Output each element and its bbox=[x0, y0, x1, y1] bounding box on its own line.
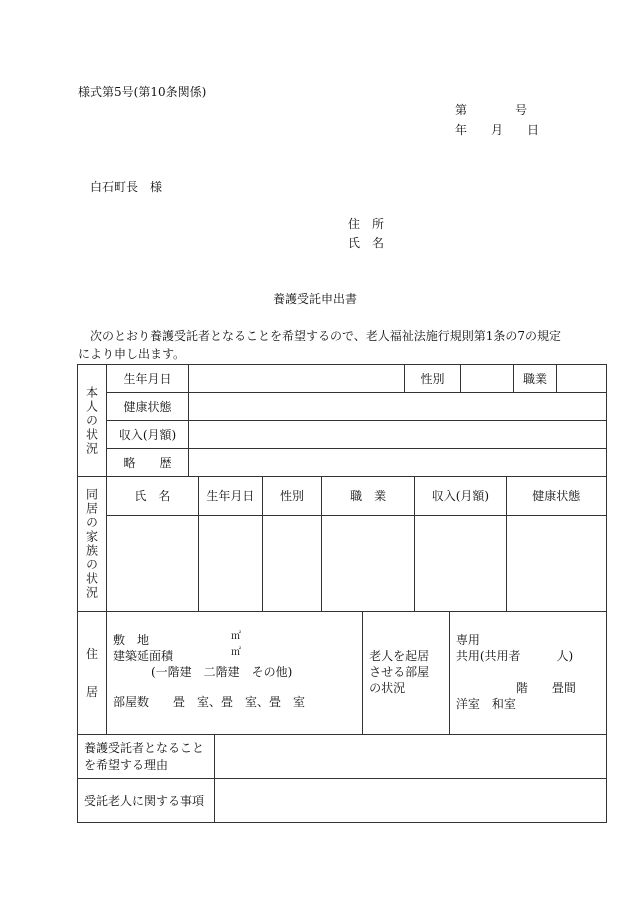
family-health-value[interactable] bbox=[506, 515, 606, 611]
room-floor-size: 階 畳間 bbox=[515, 681, 576, 695]
room-shared: 共用(共用者 人) bbox=[455, 649, 574, 663]
family-grid-cell bbox=[107, 477, 607, 612]
sex-label: 性別 bbox=[405, 365, 461, 393]
document-title: 養護受託申出書 bbox=[272, 292, 357, 306]
reason-label: 養護受託者となることを希望する理由 bbox=[78, 735, 215, 779]
family-birth-value[interactable] bbox=[198, 515, 262, 611]
self-section-label: 本人の状況 bbox=[84, 385, 99, 456]
room-count: 部屋数 畳 室、畳 室、畳 室 bbox=[113, 695, 306, 709]
birth-label: 生年月日 bbox=[107, 365, 189, 393]
applicant-name-label: 氏 名 bbox=[348, 236, 385, 250]
birth-value[interactable] bbox=[189, 365, 405, 393]
job-label: 職業 bbox=[514, 365, 557, 393]
reason-value[interactable] bbox=[215, 735, 607, 779]
income-label: 収入(月額) bbox=[107, 421, 189, 449]
housing-label-bottom: 居 bbox=[86, 685, 99, 699]
document-date: 年 月 日 bbox=[455, 123, 540, 137]
history-label: 略 歴 bbox=[107, 449, 189, 477]
addressee: 白石町長 様 bbox=[90, 180, 163, 194]
family-section-label: 同居の家族の状況 bbox=[84, 488, 99, 600]
form-code: 様式第5号(第10条関係) bbox=[78, 85, 207, 99]
matters-value[interactable] bbox=[215, 779, 607, 823]
housing-grid bbox=[107, 612, 606, 734]
housing-grid-cell bbox=[107, 612, 607, 735]
family-sex-value[interactable] bbox=[263, 515, 322, 611]
family-header-job: 職 業 bbox=[322, 477, 415, 515]
family-header-name: 氏 名 bbox=[107, 477, 198, 515]
family-section-label-cell bbox=[78, 477, 107, 612]
elder-room-label: 老人を起居させる部屋の状況 bbox=[369, 649, 430, 695]
housing-label-top: 住 bbox=[86, 647, 99, 661]
health-label: 健康状態 bbox=[107, 393, 189, 421]
floor-area-unit: ㎡ bbox=[231, 647, 241, 658]
job-value[interactable] bbox=[557, 365, 607, 393]
family-header-income: 収入(月額) bbox=[415, 477, 506, 515]
income-value[interactable] bbox=[189, 421, 607, 449]
room-dedicated: 専用 bbox=[455, 633, 480, 647]
family-grid bbox=[107, 477, 606, 611]
site-unit: ㎡ bbox=[231, 631, 241, 642]
housing-section-label-cell bbox=[78, 612, 107, 735]
family-header-sex: 性別 bbox=[263, 477, 322, 515]
application-form-table bbox=[77, 364, 607, 823]
family-name-value[interactable] bbox=[107, 515, 198, 611]
body-text-line-1: 次のとおり養護受託者となることを希望するので、老人福祉法施行規則第1条の7の規定 bbox=[90, 329, 562, 343]
sex-value[interactable] bbox=[461, 365, 514, 393]
site-label: 敷 地 bbox=[113, 633, 150, 647]
family-job-value[interactable] bbox=[322, 515, 415, 611]
family-income-value[interactable] bbox=[415, 515, 506, 611]
room-types: 洋室 和室 bbox=[455, 697, 516, 711]
self-section-label-cell bbox=[78, 365, 107, 477]
matters-label: 受託老人に関する事項 bbox=[78, 779, 215, 823]
floor-area-label: 建築延面積 bbox=[113, 649, 174, 663]
health-value[interactable] bbox=[189, 393, 607, 421]
applicant-address-label: 住 所 bbox=[348, 217, 385, 231]
family-header-birth: 生年月日 bbox=[198, 477, 262, 515]
document-number: 第 号 bbox=[455, 103, 528, 117]
history-value[interactable] bbox=[189, 449, 607, 477]
body-text-line-2: により申し出ます。 bbox=[78, 347, 186, 361]
floor-options: (一階建 二階建 その他) bbox=[151, 665, 293, 679]
family-header-health: 健康状態 bbox=[506, 477, 606, 515]
